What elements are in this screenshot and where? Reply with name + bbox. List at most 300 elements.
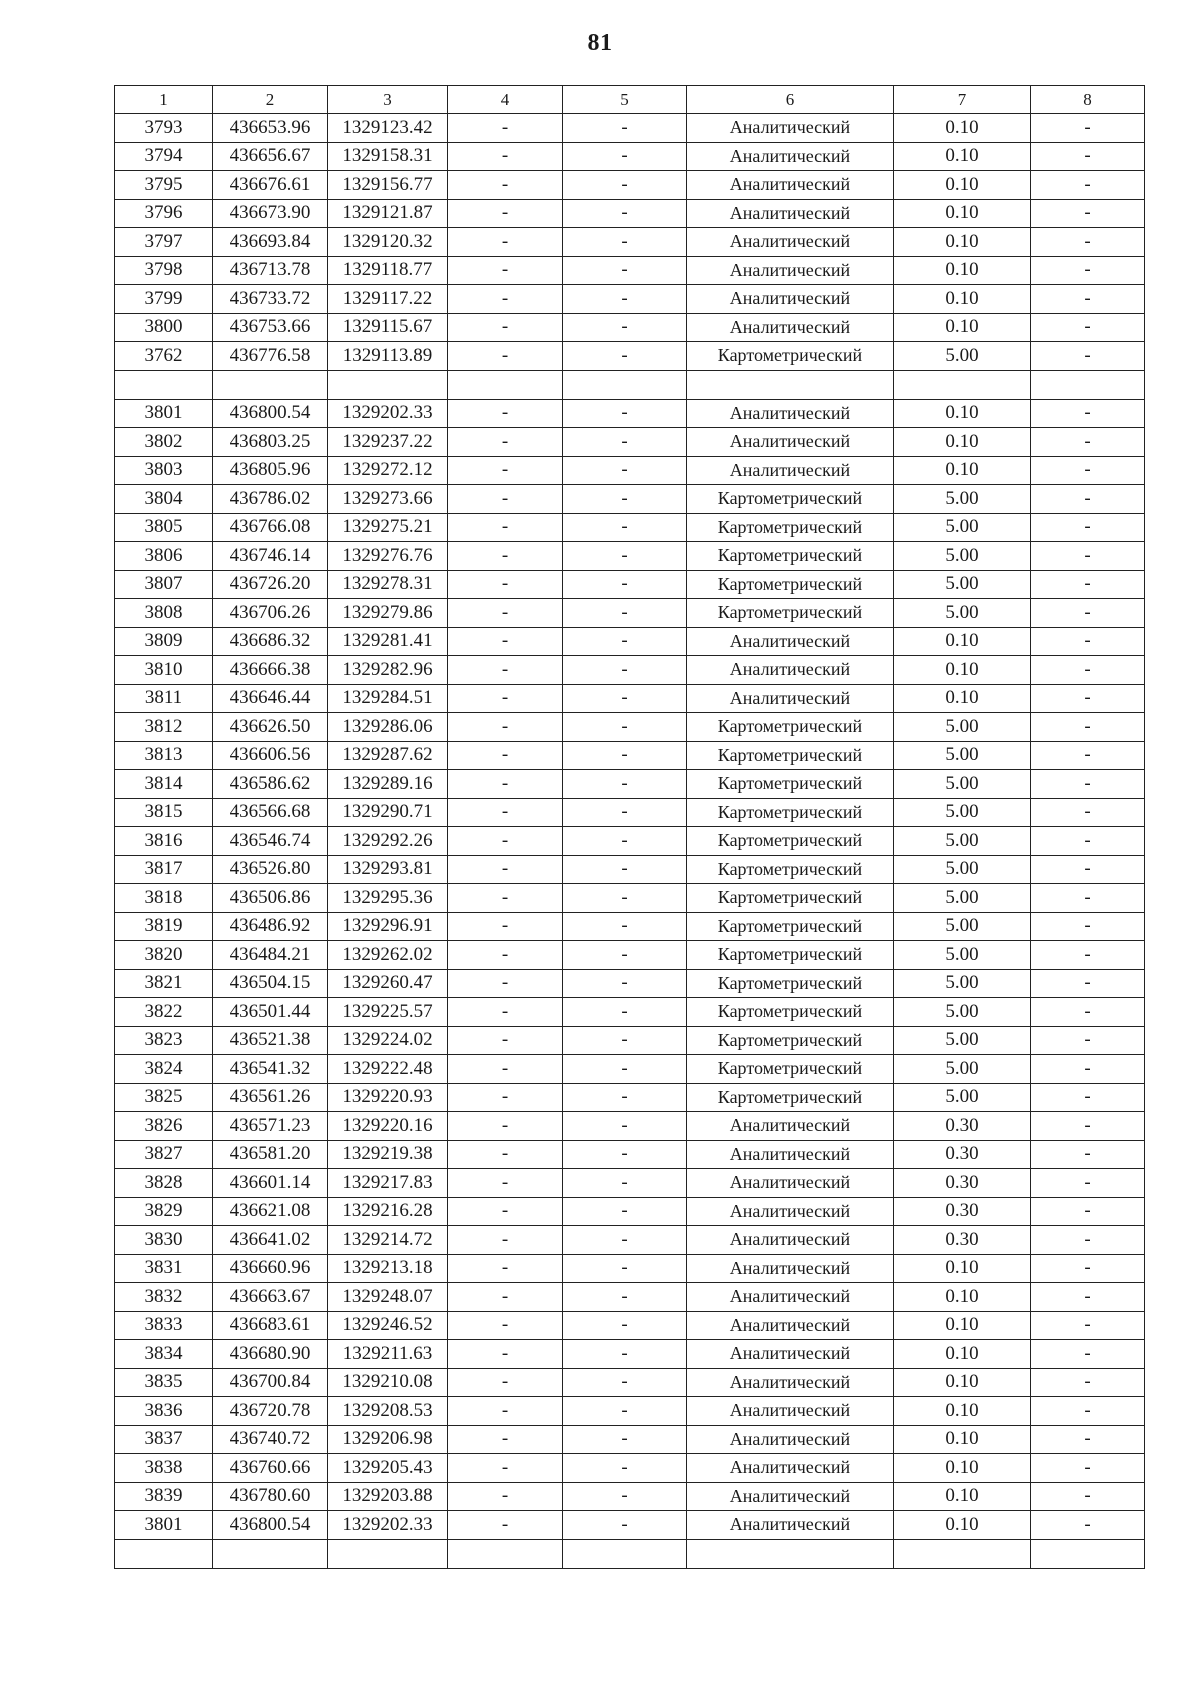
col4-cell: - (448, 1226, 563, 1255)
x-coordinate-cell: 436484.21 (213, 941, 328, 970)
col5-cell: - (563, 1311, 687, 1340)
header-cell: 5 (563, 86, 687, 114)
col5-cell: - (563, 570, 687, 599)
x-coordinate-cell: 436581.20 (213, 1140, 328, 1169)
x-coordinate-cell: 436621.08 (213, 1197, 328, 1226)
col5-cell: - (563, 171, 687, 200)
col4-cell: - (448, 1026, 563, 1055)
col4-cell: - (448, 1254, 563, 1283)
col8-cell: - (1031, 1397, 1145, 1426)
col5-cell: - (563, 1454, 687, 1483)
method-cell: Аналитический (687, 1140, 894, 1169)
table-row (115, 627, 1145, 656)
method-cell: Картометрический (687, 969, 894, 998)
col8-cell (1031, 370, 1145, 399)
y-coordinate-cell: 1329296.91 (328, 912, 448, 941)
y-coordinate-cell (328, 1539, 448, 1568)
col5-cell: - (563, 1340, 687, 1369)
accuracy-cell: 5.00 (894, 912, 1031, 941)
col8-cell: - (1031, 285, 1145, 314)
y-coordinate-cell: 1329225.57 (328, 998, 448, 1027)
point-number-cell: 3833 (115, 1311, 213, 1340)
y-coordinate-cell: 1329158.31 (328, 142, 448, 171)
x-coordinate-cell: 436501.44 (213, 998, 328, 1027)
method-cell: Аналитический (687, 1169, 894, 1198)
method-cell: Картометрический (687, 570, 894, 599)
col4-cell: - (448, 1454, 563, 1483)
y-coordinate-cell: 1329213.18 (328, 1254, 448, 1283)
col8-cell: - (1031, 941, 1145, 970)
table-row (115, 884, 1145, 913)
table-row (115, 256, 1145, 285)
col8-cell: - (1031, 542, 1145, 571)
x-coordinate-cell: 436760.66 (213, 1454, 328, 1483)
x-coordinate-cell: 436726.20 (213, 570, 328, 599)
point-number-cell (115, 370, 213, 399)
y-coordinate-cell: 1329286.06 (328, 713, 448, 742)
col4-cell: - (448, 428, 563, 457)
col5-cell (563, 1539, 687, 1568)
point-number-cell: 3798 (115, 256, 213, 285)
col4-cell: - (448, 1140, 563, 1169)
y-coordinate-cell: 1329289.16 (328, 770, 448, 799)
col8-cell: - (1031, 855, 1145, 884)
table-row (115, 827, 1145, 856)
col5-cell: - (563, 1055, 687, 1084)
col4-cell: - (448, 941, 563, 970)
col4-cell: - (448, 912, 563, 941)
header-cell: 7 (894, 86, 1031, 114)
method-cell: Аналитический (687, 171, 894, 200)
col4-cell: - (448, 827, 563, 856)
y-coordinate-cell: 1329293.81 (328, 855, 448, 884)
table-row (115, 1311, 1145, 1340)
accuracy-cell (894, 370, 1031, 399)
point-number-cell: 3834 (115, 1340, 213, 1369)
point-number-cell: 3832 (115, 1283, 213, 1312)
y-coordinate-cell: 1329220.16 (328, 1112, 448, 1141)
accuracy-cell: 0.10 (894, 684, 1031, 713)
col8-cell: - (1031, 199, 1145, 228)
col8-cell: - (1031, 770, 1145, 799)
accuracy-cell: 5.00 (894, 884, 1031, 913)
y-coordinate-cell: 1329113.89 (328, 342, 448, 371)
x-coordinate-cell: 436683.61 (213, 1311, 328, 1340)
method-cell: Картометрический (687, 998, 894, 1027)
accuracy-cell: 5.00 (894, 998, 1031, 1027)
col8-cell: - (1031, 456, 1145, 485)
method-cell: Аналитический (687, 1197, 894, 1226)
table-row (115, 313, 1145, 342)
col8-cell: - (1031, 1454, 1145, 1483)
col8-cell: - (1031, 171, 1145, 200)
table-row (115, 855, 1145, 884)
x-coordinate-cell: 436676.61 (213, 171, 328, 200)
accuracy-cell: 0.10 (894, 142, 1031, 171)
col8-cell: - (1031, 228, 1145, 257)
col8-cell: - (1031, 256, 1145, 285)
x-coordinate-cell: 436686.32 (213, 627, 328, 656)
accuracy-cell: 5.00 (894, 599, 1031, 628)
method-cell: Аналитический (687, 228, 894, 257)
col5-cell: - (563, 627, 687, 656)
col8-cell: - (1031, 741, 1145, 770)
accuracy-cell: 5.00 (894, 513, 1031, 542)
y-coordinate-cell: 1329248.07 (328, 1283, 448, 1312)
point-number-cell: 3803 (115, 456, 213, 485)
col5-cell: - (563, 485, 687, 514)
accuracy-cell: 0.10 (894, 1454, 1031, 1483)
accuracy-cell: 0.10 (894, 656, 1031, 685)
col8-cell: - (1031, 513, 1145, 542)
method-cell: Аналитический (687, 256, 894, 285)
method-cell: Аналитический (687, 1283, 894, 1312)
point-number-cell: 3806 (115, 542, 213, 571)
y-coordinate-cell: 1329273.66 (328, 485, 448, 514)
col8-cell: - (1031, 570, 1145, 599)
col8-cell: - (1031, 1197, 1145, 1226)
col4-cell: - (448, 1169, 563, 1198)
accuracy-cell: 5.00 (894, 542, 1031, 571)
col4-cell: - (448, 513, 563, 542)
col5-cell: - (563, 228, 687, 257)
x-coordinate-cell: 436601.14 (213, 1169, 328, 1198)
x-coordinate-cell: 436766.08 (213, 513, 328, 542)
col8-cell: - (1031, 798, 1145, 827)
table-row (115, 399, 1145, 428)
table-row (115, 684, 1145, 713)
accuracy-cell: 0.10 (894, 199, 1031, 228)
x-coordinate-cell: 436663.67 (213, 1283, 328, 1312)
method-cell: Аналитический (687, 1425, 894, 1454)
y-coordinate-cell: 1329290.71 (328, 798, 448, 827)
col8-cell: - (1031, 1055, 1145, 1084)
y-coordinate-cell: 1329282.96 (328, 656, 448, 685)
x-coordinate-cell: 436486.92 (213, 912, 328, 941)
table-row (115, 456, 1145, 485)
method-cell: Аналитический (687, 142, 894, 171)
method-cell: Аналитический (687, 656, 894, 685)
accuracy-cell: 0.10 (894, 456, 1031, 485)
table-row (115, 1197, 1145, 1226)
x-coordinate-cell: 436666.38 (213, 656, 328, 685)
table-row (115, 570, 1145, 599)
col8-cell: - (1031, 1169, 1145, 1198)
col8-cell: - (1031, 1511, 1145, 1540)
col8-cell: - (1031, 1112, 1145, 1141)
table-row (115, 228, 1145, 257)
col8-cell: - (1031, 428, 1145, 457)
col5-cell: - (563, 1283, 687, 1312)
method-cell: Аналитический (687, 199, 894, 228)
x-coordinate-cell: 436626.50 (213, 713, 328, 742)
col4-cell (448, 370, 563, 399)
y-coordinate-cell: 1329202.33 (328, 1511, 448, 1540)
method-cell: Картометрический (687, 342, 894, 371)
point-number-cell: 3823 (115, 1026, 213, 1055)
col4-cell: - (448, 770, 563, 799)
col5-cell: - (563, 1169, 687, 1198)
accuracy-cell: 0.30 (894, 1226, 1031, 1255)
point-number-cell: 3809 (115, 627, 213, 656)
accuracy-cell: 5.00 (894, 969, 1031, 998)
point-number-cell: 3835 (115, 1368, 213, 1397)
point-number-cell: 3805 (115, 513, 213, 542)
method-cell: Картометрический (687, 713, 894, 742)
point-number-cell: 3793 (115, 114, 213, 143)
col5-cell: - (563, 1397, 687, 1426)
accuracy-cell: 5.00 (894, 855, 1031, 884)
point-number-cell: 3814 (115, 770, 213, 799)
col5-cell: - (563, 1083, 687, 1112)
y-coordinate-cell: 1329121.87 (328, 199, 448, 228)
col5-cell: - (563, 969, 687, 998)
table-row (115, 485, 1145, 514)
col5-cell: - (563, 1511, 687, 1540)
x-coordinate-cell: 436506.86 (213, 884, 328, 913)
accuracy-cell (894, 1539, 1031, 1568)
table-row (115, 370, 1145, 399)
x-coordinate-cell: 436753.66 (213, 313, 328, 342)
point-number-cell: 3820 (115, 941, 213, 970)
point-number-cell: 3795 (115, 171, 213, 200)
col5-cell: - (563, 199, 687, 228)
col8-cell: - (1031, 998, 1145, 1027)
y-coordinate-cell: 1329202.33 (328, 399, 448, 428)
point-number-cell: 3836 (115, 1397, 213, 1426)
table-row (115, 1482, 1145, 1511)
col4-cell: - (448, 485, 563, 514)
method-cell: Аналитический (687, 114, 894, 143)
col4-cell: - (448, 570, 563, 599)
col8-cell: - (1031, 656, 1145, 685)
col4-cell: - (448, 798, 563, 827)
col4-cell: - (448, 456, 563, 485)
accuracy-cell: 0.30 (894, 1197, 1031, 1226)
method-cell: Картометрический (687, 1083, 894, 1112)
col4-cell: - (448, 855, 563, 884)
col8-cell: - (1031, 399, 1145, 428)
accuracy-cell: 0.10 (894, 428, 1031, 457)
y-coordinate-cell: 1329211.63 (328, 1340, 448, 1369)
table-row (115, 1511, 1145, 1540)
method-cell: Аналитический (687, 428, 894, 457)
point-number-cell: 3828 (115, 1169, 213, 1198)
x-coordinate-cell: 436673.90 (213, 199, 328, 228)
point-number-cell: 3802 (115, 428, 213, 457)
table-body (115, 114, 1145, 1569)
col4-cell: - (448, 1397, 563, 1426)
table-row (115, 428, 1145, 457)
col5-cell: - (563, 114, 687, 143)
accuracy-cell: 0.30 (894, 1112, 1031, 1141)
col4-cell: - (448, 1482, 563, 1511)
x-coordinate-cell: 436805.96 (213, 456, 328, 485)
x-coordinate-cell: 436786.02 (213, 485, 328, 514)
point-number-cell: 3797 (115, 228, 213, 257)
method-cell: Картометрический (687, 941, 894, 970)
header-cell: 8 (1031, 86, 1145, 114)
table-row (115, 1425, 1145, 1454)
method-cell: Картометрический (687, 770, 894, 799)
accuracy-cell: 0.10 (894, 627, 1031, 656)
table-row (115, 713, 1145, 742)
accuracy-cell: 0.10 (894, 1425, 1031, 1454)
col4-cell: - (448, 1368, 563, 1397)
y-coordinate-cell: 1329208.53 (328, 1397, 448, 1426)
x-coordinate-cell: 436803.25 (213, 428, 328, 457)
table-row (115, 998, 1145, 1027)
x-coordinate-cell: 436504.15 (213, 969, 328, 998)
x-coordinate-cell: 436746.14 (213, 542, 328, 571)
col5-cell: - (563, 1112, 687, 1141)
x-coordinate-cell: 436776.58 (213, 342, 328, 371)
x-coordinate-cell: 436541.32 (213, 1055, 328, 1084)
col8-cell: - (1031, 1226, 1145, 1255)
x-coordinate-cell: 436641.02 (213, 1226, 328, 1255)
method-cell: Аналитический (687, 399, 894, 428)
accuracy-cell: 5.00 (894, 798, 1031, 827)
y-coordinate-cell: 1329246.52 (328, 1311, 448, 1340)
col4-cell: - (448, 313, 563, 342)
col5-cell: - (563, 342, 687, 371)
table-row (115, 542, 1145, 571)
table-row (115, 1254, 1145, 1283)
table-row (115, 1026, 1145, 1055)
x-coordinate-cell: 436526.80 (213, 855, 328, 884)
table-row (115, 1539, 1145, 1568)
col5-cell: - (563, 741, 687, 770)
col4-cell: - (448, 713, 563, 742)
y-coordinate-cell: 1329281.41 (328, 627, 448, 656)
col5-cell: - (563, 542, 687, 571)
method-cell: Картометрический (687, 1055, 894, 1084)
accuracy-cell: 0.10 (894, 171, 1031, 200)
col8-cell: - (1031, 1140, 1145, 1169)
point-number-cell: 3821 (115, 969, 213, 998)
y-coordinate-cell: 1329276.76 (328, 542, 448, 571)
col5-cell: - (563, 456, 687, 485)
accuracy-cell: 5.00 (894, 485, 1031, 514)
col4-cell: - (448, 256, 563, 285)
point-number-cell: 3810 (115, 656, 213, 685)
table-row (115, 1340, 1145, 1369)
col5-cell: - (563, 399, 687, 428)
header-cell: 4 (448, 86, 563, 114)
y-coordinate-cell: 1329205.43 (328, 1454, 448, 1483)
point-number-cell: 3801 (115, 399, 213, 428)
accuracy-cell: 5.00 (894, 1026, 1031, 1055)
col4-cell: - (448, 1283, 563, 1312)
col5-cell: - (563, 770, 687, 799)
accuracy-cell: 5.00 (894, 941, 1031, 970)
col5-cell: - (563, 599, 687, 628)
y-coordinate-cell: 1329115.67 (328, 313, 448, 342)
col4-cell: - (448, 998, 563, 1027)
col4-cell: - (448, 741, 563, 770)
col5-cell: - (563, 513, 687, 542)
col5-cell: - (563, 713, 687, 742)
table-row (115, 285, 1145, 314)
accuracy-cell: 0.10 (894, 399, 1031, 428)
header-cell: 3 (328, 86, 448, 114)
col5-cell: - (563, 285, 687, 314)
y-coordinate-cell: 1329117.22 (328, 285, 448, 314)
col8-cell: - (1031, 1368, 1145, 1397)
col5-cell (563, 370, 687, 399)
table-row (115, 1083, 1145, 1112)
col8-cell: - (1031, 1482, 1145, 1511)
method-cell: Картометрический (687, 884, 894, 913)
col5-cell: - (563, 1368, 687, 1397)
point-number-cell: 3831 (115, 1254, 213, 1283)
table-row (115, 798, 1145, 827)
method-cell: Картометрический (687, 599, 894, 628)
header-cell: 2 (213, 86, 328, 114)
table-row (115, 199, 1145, 228)
point-number-cell: 3838 (115, 1454, 213, 1483)
x-coordinate-cell: 436571.23 (213, 1112, 328, 1141)
accuracy-cell: 0.10 (894, 256, 1031, 285)
method-cell: Аналитический (687, 1397, 894, 1426)
method-cell: Аналитический (687, 1482, 894, 1511)
table-row (115, 741, 1145, 770)
x-coordinate-cell: 436586.62 (213, 770, 328, 799)
col5-cell: - (563, 313, 687, 342)
col5-cell: - (563, 827, 687, 856)
col8-cell: - (1031, 485, 1145, 514)
col5-cell: - (563, 912, 687, 941)
col8-cell: - (1031, 1026, 1145, 1055)
table-row (115, 656, 1145, 685)
point-number-cell: 3794 (115, 142, 213, 171)
col8-cell: - (1031, 313, 1145, 342)
col4-cell: - (448, 627, 563, 656)
accuracy-cell: 0.10 (894, 1254, 1031, 1283)
x-coordinate-cell: 436680.90 (213, 1340, 328, 1369)
method-cell: Аналитический (687, 1368, 894, 1397)
x-coordinate-cell (213, 1539, 328, 1568)
method-cell: Картометрический (687, 798, 894, 827)
y-coordinate-cell: 1329219.38 (328, 1140, 448, 1169)
y-coordinate-cell: 1329217.83 (328, 1169, 448, 1198)
x-coordinate-cell: 436653.96 (213, 114, 328, 143)
col4-cell: - (448, 342, 563, 371)
col4-cell: - (448, 1311, 563, 1340)
col4-cell: - (448, 656, 563, 685)
point-number-cell: 3796 (115, 199, 213, 228)
y-coordinate-cell: 1329123.42 (328, 114, 448, 143)
col8-cell: - (1031, 912, 1145, 941)
x-coordinate-cell (213, 370, 328, 399)
col4-cell: - (448, 114, 563, 143)
table-row (115, 770, 1145, 799)
col5-cell: - (563, 941, 687, 970)
point-number-cell: 3827 (115, 1140, 213, 1169)
col5-cell: - (563, 998, 687, 1027)
y-coordinate-cell: 1329292.26 (328, 827, 448, 856)
col4-cell: - (448, 1112, 563, 1141)
x-coordinate-cell: 436566.68 (213, 798, 328, 827)
col5-cell: - (563, 798, 687, 827)
col5-cell: - (563, 656, 687, 685)
col8-cell: - (1031, 599, 1145, 628)
accuracy-cell: 5.00 (894, 570, 1031, 599)
table-row (115, 969, 1145, 998)
method-cell (687, 370, 894, 399)
accuracy-cell: 0.10 (894, 285, 1031, 314)
col4-cell: - (448, 199, 563, 228)
